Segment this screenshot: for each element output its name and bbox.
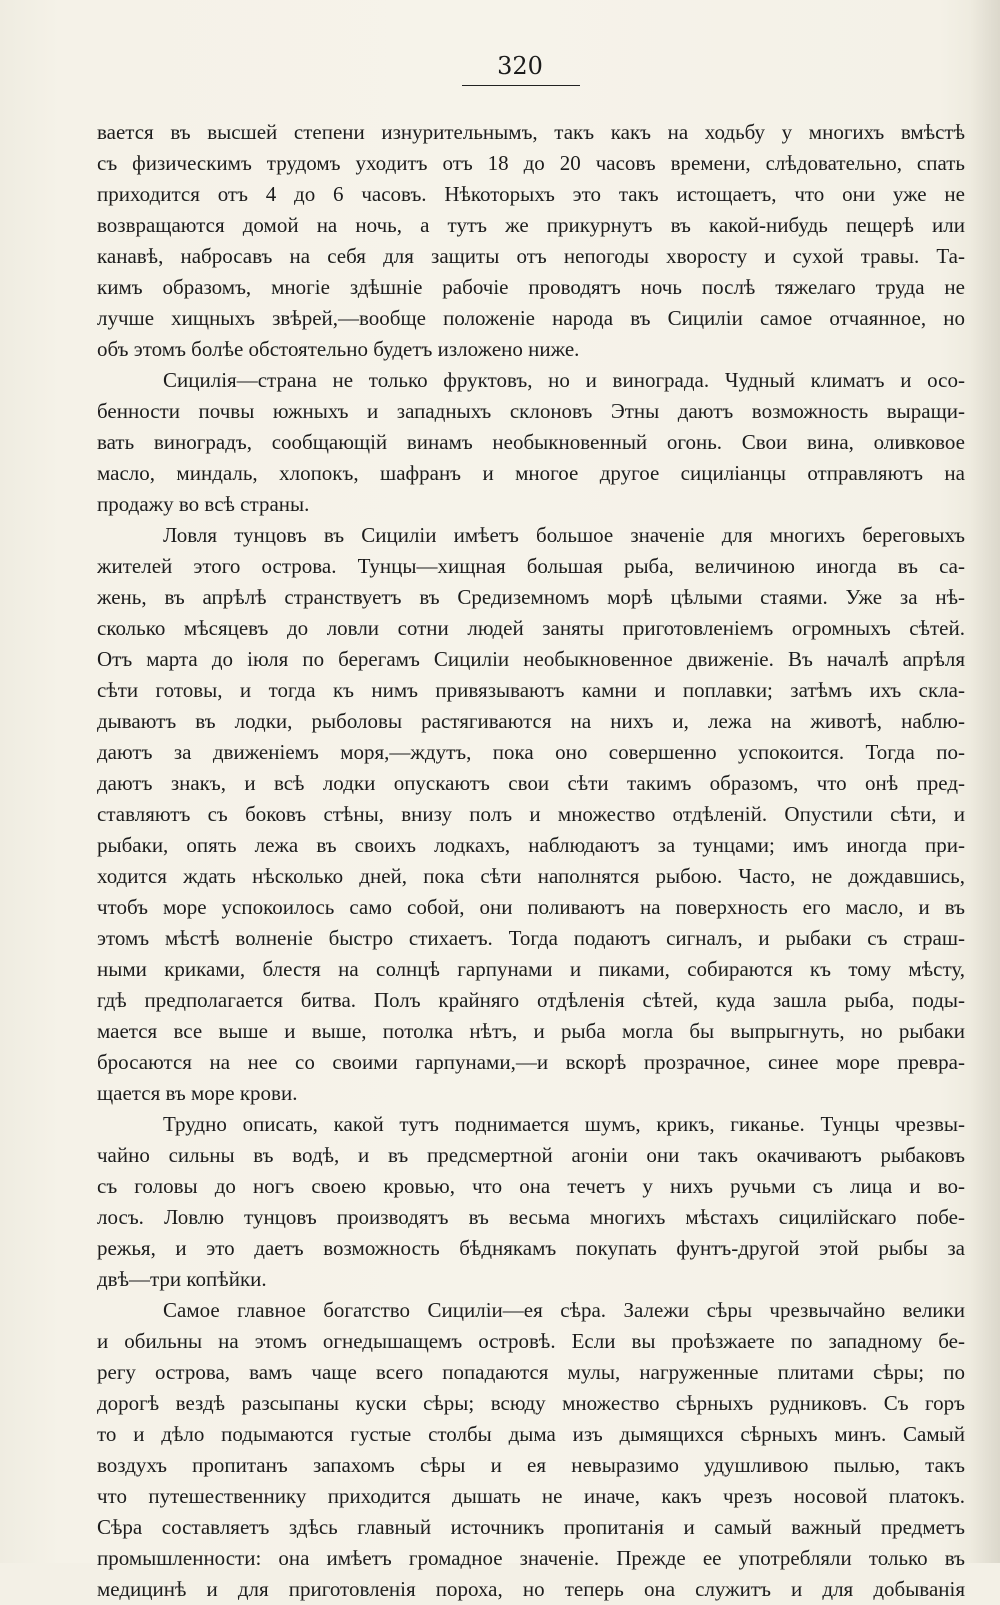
- text-line: двѣ—три копѣйки.: [97, 1267, 267, 1291]
- text-line: что путешественнику приходится дышать не иначе, какъ чрезъ носовой платокъ.: [97, 1484, 965, 1508]
- text-line: дорогѣ вездѣ разсыпаны куски сѣры; всюду множество сѣрныхъ рудниковъ. Съ горъ: [97, 1391, 965, 1415]
- text-line: промышленности: она имѣетъ громадное значенiе. Прежде ее употребляли только въ: [97, 1546, 965, 1570]
- text-line: чтобъ море успокоилось само собой, они поливаютъ на поверхность его масло, и въ: [97, 895, 965, 919]
- text-line: объ этомъ болѣе обстоятельно будетъ изложено ниже.: [97, 337, 580, 361]
- text-line: возвращаются домой на ночь, а тутъ же прикурнутъ въ какой-нибудь пещерѣ или: [97, 213, 965, 237]
- text-line: жень, въ апрѣлѣ странствуетъ въ Средиземномъ морѣ цѣлыми стаями. Уже за нѣ-: [97, 585, 965, 609]
- text-line: бросаются на нее со своими гарпунами,—и вскорѣ прозрачное, синее море превра-: [97, 1050, 965, 1074]
- text-line: Самое главное богатство Сицилiи—ея сѣра. Залежи сѣры чрезвычайно велики: [163, 1298, 965, 1322]
- text-line: Сицилiя—страна не только фруктовъ, но и винограда. Чудный климатъ и осо-: [163, 368, 965, 392]
- text-line: медицинѣ и для приготовленiя пороха, но теперь она служитъ и для добыванiя: [97, 1577, 965, 1601]
- paragraph: [97, 520, 965, 1109]
- text-line: съ головы до ногъ своею кровью, что она течетъ у нихъ ручьми съ лица и во-: [97, 1174, 965, 1198]
- paragraph: [97, 1295, 965, 1605]
- text-line: сколько мѣсяцевъ до ловли сотни людей заняты приготовленiемъ огромныхъ сѣтей.: [97, 616, 965, 640]
- body-text: [97, 117, 965, 1605]
- text-line: ставляютъ съ боковъ стѣны, внизу полъ и множество отдѣленiй. Опустили сѣти, и: [97, 802, 965, 826]
- paragraph: [97, 117, 965, 365]
- text-line: лосъ. Ловлю тунцовъ производятъ въ весьма многихъ мѣстахъ сицилiйскаго побе-: [97, 1205, 965, 1229]
- text-line: то и дѣло подымаются густые столбы дыма изъ дымящихся сѣрныхъ минъ. Самый: [97, 1422, 965, 1446]
- text-line: даютъ знакъ, и всѣ лодки опускаютъ свои сѣти такимъ образомъ, что онѣ пред-: [97, 771, 965, 795]
- text-line: съ физическимъ трудомъ уходитъ отъ 18 до 20 часовъ времени, слѣдовательно, спать: [97, 151, 965, 175]
- text-line: бенности почвы южныхъ и западныхъ склоновъ Этны даютъ возможность выращи-: [97, 399, 965, 423]
- text-line: дываютъ въ лодки, рыболовы растягиваются на нихъ и, лежа на животѣ, наблю-: [97, 709, 965, 733]
- text-line: мается все выше и выше, потолка нѣтъ, и рыба могла бы выпрыгнуть, но рыбаки: [97, 1019, 965, 1043]
- text-line: Отъ марта до iюля по берегамъ Сицилiи необыкновенное движенiе. Въ началѣ апрѣля: [97, 647, 965, 671]
- text-line: Трудно описать, какой тутъ поднимается шумъ, крикъ, гиканье. Тунцы чрезвы-: [163, 1112, 965, 1136]
- text-line: этомъ мѣстѣ волненiе быстро стихаетъ. Тогда подаютъ сигналъ, и рыбаки съ страш-: [97, 926, 965, 950]
- page-edge-shadow: [970, 0, 1000, 1563]
- text-line: ходится ждать нѣсколько дней, пока сѣти наполнятся рыбою. Часто, не дождавшись,: [97, 864, 965, 888]
- paragraph: [97, 1109, 965, 1295]
- text-line: гдѣ предполагается битва. Полъ крайняго отдѣленiя сѣтей, куда зашла рыба, поды-: [97, 988, 965, 1012]
- text-line: ными криками, блестя на солнцѣ гарпунами и пиками, собираются къ тому мѣсту,: [97, 957, 965, 981]
- text-line: воздухъ пропитанъ запахомъ сѣры и ея невыразимо удушливою пылью, такъ: [97, 1453, 965, 1477]
- text-line: приходится отъ 4 до 6 часовъ. Нѣкоторыхъ это такъ истощаетъ, что они уже не: [97, 182, 965, 206]
- text-line: Ловля тунцовъ въ Сицилiи имѣетъ большое значенiе для многихъ береговыхъ: [163, 523, 965, 547]
- text-line: лучше хищныхъ звѣрей,—вообще положенiе народа въ Сицилiи самое отчаянное, но: [97, 306, 965, 330]
- text-line: сѣти готовы, и тогда къ нимъ привязываютъ камни и поплавки; затѣмъ ихъ скла-: [97, 678, 965, 702]
- text-line: жителей этого острова. Тунцы—хищная большая рыба, величиною иногда въ са-: [97, 554, 965, 578]
- text-line: масло, миндаль, хлопокъ, шафранъ и многое другое сицилiанцы отправляютъ на: [97, 461, 965, 485]
- page-number: 320: [497, 52, 543, 80]
- paragraph: [97, 365, 965, 520]
- page-number-underline: [462, 85, 580, 86]
- text-line: продажу во всѣ страны.: [97, 492, 310, 516]
- text-line: Сѣра составляетъ здѣсь главный источникъ пропитанiя и самый важный предметъ: [97, 1515, 965, 1539]
- text-line: даютъ за движенiемъ моря,—ждутъ, пока оно совершенно успокоится. Тогда по-: [97, 740, 965, 764]
- text-line: рыбаки, опять лежа въ своихъ лодкахъ, наблюдаютъ за тунцами; имъ иногда при-: [97, 833, 965, 857]
- text-line: и обильны на этомъ огнедышащемъ островѣ. Если вы проѣзжаете по западному бе-: [97, 1329, 965, 1353]
- text-line: щается въ море крови.: [97, 1081, 298, 1105]
- text-line: кимъ образомъ, многiе здѣшнiе рабочiе проводятъ ночь послѣ тяжелаго труда не: [97, 275, 965, 299]
- text-line: чайно сильны въ водѣ, и въ предсмертной агонiи они такъ окачиваютъ рыбаковъ: [97, 1143, 965, 1167]
- text-line: режья, и это даетъ возможность бѣднякамъ покупать фунтъ-другой этой рыбы за: [97, 1236, 965, 1260]
- text-line: регу острова, вамъ чаще всего попадаются мулы, нагруженные плитами сѣры; по: [97, 1360, 965, 1384]
- text-line: вается въ высшей степени изнурительнымъ, такъ какъ на ходьбу у многихъ вмѣстѣ: [97, 120, 965, 144]
- text-line: канавѣ, набросавъ на себя для защиты отъ непогоды хворосту и сухой травы. Та-: [97, 244, 965, 268]
- text-line: вать виноградъ, сообщающiй винамъ необыкновенный огонь. Свои вина, оливковое: [97, 430, 965, 454]
